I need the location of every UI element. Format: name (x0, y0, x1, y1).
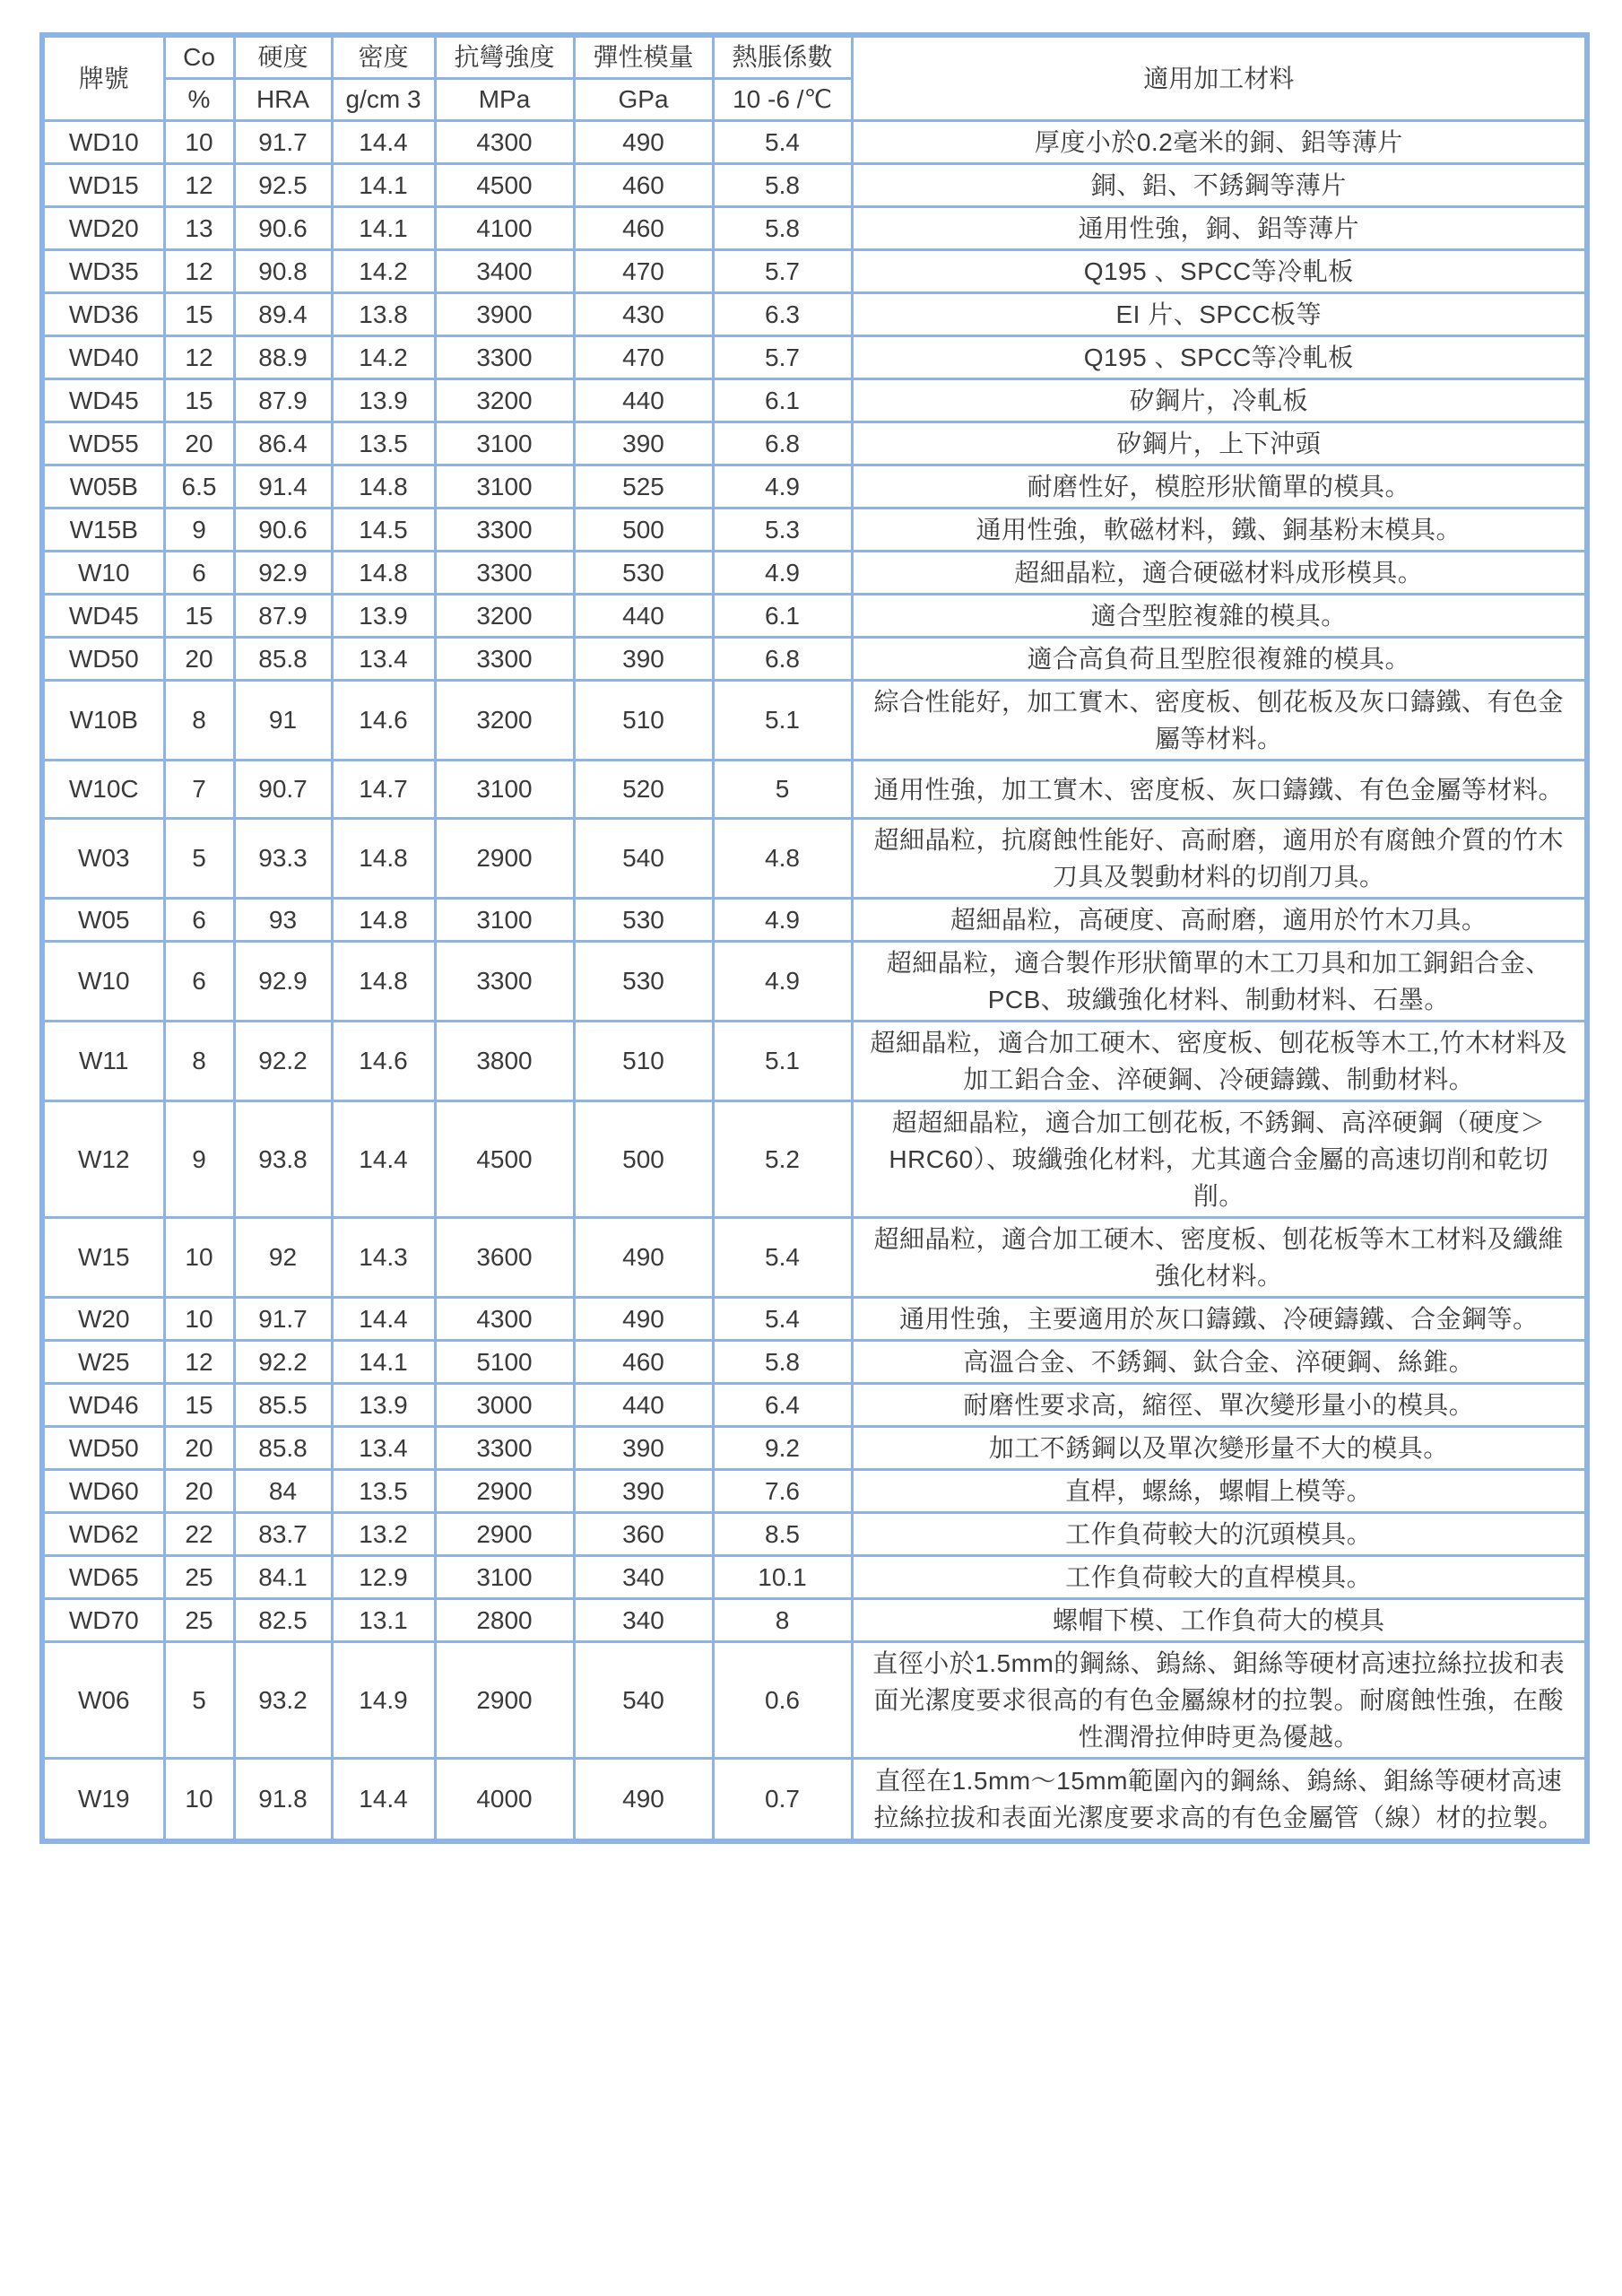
table-row (42, 899, 1587, 942)
cell-grade: WD50 (42, 638, 164, 681)
cell-co: 10 (164, 1759, 234, 1842)
cell-strength: 3300 (435, 552, 574, 595)
cell-strength: 3100 (435, 465, 574, 509)
cell-modulus: 525 (574, 465, 713, 509)
cell-grade: WD62 (42, 1513, 164, 1556)
cell-modulus: 390 (574, 422, 713, 465)
cell-expansion: 5.7 (713, 336, 852, 379)
cell-hardness: 93.2 (234, 1642, 332, 1759)
cell-co: 10 (164, 121, 234, 164)
cell-grade: W10B (42, 681, 164, 761)
cell-strength: 4000 (435, 1759, 574, 1842)
table-row (42, 1759, 1587, 1842)
header-hardness: 硬度 (234, 35, 332, 79)
cell-hardness: 92.5 (234, 164, 332, 207)
header-modulus: 彈性模量 (574, 35, 713, 79)
cell-hardness: 90.6 (234, 207, 332, 250)
cell-co: 6 (164, 552, 234, 595)
cell-density: 13.4 (332, 638, 435, 681)
cell-grade: WD10 (42, 121, 164, 164)
cell-expansion: 5.1 (713, 1022, 852, 1101)
table-row (42, 336, 1587, 379)
cell-strength: 3100 (435, 761, 574, 819)
cell-usage: 厚度小於0.2毫米的銅、鋁等薄片 (852, 121, 1587, 164)
table-row (42, 1642, 1587, 1759)
cell-hardness: 90.7 (234, 761, 332, 819)
cell-usage: Q195 、SPCC等冷軋板 (852, 336, 1587, 379)
cell-hardness: 91.7 (234, 1298, 332, 1341)
cell-expansion: 5.8 (713, 1341, 852, 1384)
cell-modulus: 470 (574, 336, 713, 379)
cell-density: 14.3 (332, 1218, 435, 1298)
cell-expansion: 6.3 (713, 293, 852, 336)
table-row (42, 819, 1587, 899)
cell-co: 6 (164, 899, 234, 942)
cell-expansion: 4.9 (713, 942, 852, 1022)
cell-usage: 超細晶粒，抗腐蝕性能好、高耐磨，適用於有腐蝕介質的竹木刀具及製動材料的切削刀具。 (852, 819, 1587, 899)
cell-hardness: 92.9 (234, 942, 332, 1022)
cell-strength: 3100 (435, 1556, 574, 1599)
cell-modulus: 360 (574, 1513, 713, 1556)
cell-grade: W12 (42, 1101, 164, 1218)
cell-density: 14.7 (332, 761, 435, 819)
cell-co: 22 (164, 1513, 234, 1556)
cell-usage: 矽鋼片，上下沖頭 (852, 422, 1587, 465)
cell-expansion: 5.4 (713, 121, 852, 164)
table-row (42, 1470, 1587, 1513)
cell-grade: W19 (42, 1759, 164, 1842)
cell-strength: 3000 (435, 1384, 574, 1427)
cell-strength: 4500 (435, 164, 574, 207)
cell-strength: 5100 (435, 1341, 574, 1384)
cell-grade: W10C (42, 761, 164, 819)
cell-density: 13.8 (332, 293, 435, 336)
table-row (42, 465, 1587, 509)
cell-expansion: 5.4 (713, 1218, 852, 1298)
cell-usage: 銅、鋁、不銹鋼等薄片 (852, 164, 1587, 207)
table-row (42, 1513, 1587, 1556)
header-strength: 抗彎強度 (435, 35, 574, 79)
cell-strength: 3300 (435, 509, 574, 552)
cell-expansion: 5.2 (713, 1101, 852, 1218)
cell-density: 14.8 (332, 942, 435, 1022)
cell-usage: 綜合性能好，加工實木、密度板、刨花板及灰口鑄鐵、有色金屬等材料。 (852, 681, 1587, 761)
cell-expansion: 0.7 (713, 1759, 852, 1842)
cell-density: 14.8 (332, 465, 435, 509)
cell-co: 5 (164, 1642, 234, 1759)
cell-co: 20 (164, 422, 234, 465)
cell-modulus: 530 (574, 899, 713, 942)
table-row (42, 1341, 1587, 1384)
cell-usage: 適合型腔複雜的模具。 (852, 595, 1587, 638)
cell-modulus: 390 (574, 1470, 713, 1513)
cell-co: 15 (164, 595, 234, 638)
table-row (42, 293, 1587, 336)
cell-strength: 4300 (435, 121, 574, 164)
cell-expansion: 5 (713, 761, 852, 819)
cell-expansion: 5.8 (713, 207, 852, 250)
cell-grade: W20 (42, 1298, 164, 1341)
cell-density: 14.2 (332, 336, 435, 379)
table-row (42, 1298, 1587, 1341)
table-row (42, 942, 1587, 1022)
cell-density: 13.4 (332, 1427, 435, 1470)
table-row (42, 1599, 1587, 1642)
cell-grade: W03 (42, 819, 164, 899)
cell-usage: 耐磨性要求高，縮徑、單次變形量小的模具。 (852, 1384, 1587, 1427)
cell-expansion: 7.6 (713, 1470, 852, 1513)
cell-density: 13.9 (332, 379, 435, 422)
cell-hardness: 87.9 (234, 595, 332, 638)
cell-grade: W10 (42, 942, 164, 1022)
cell-usage: EI 片、SPCC板等 (852, 293, 1587, 336)
table-row (42, 1427, 1587, 1470)
cell-modulus: 530 (574, 552, 713, 595)
cell-strength: 3200 (435, 379, 574, 422)
cell-density: 14.1 (332, 1341, 435, 1384)
unit-strength: MPa (435, 79, 574, 121)
cell-strength: 3300 (435, 1427, 574, 1470)
cell-co: 12 (164, 250, 234, 293)
cell-co: 12 (164, 164, 234, 207)
header-usage: 適用加工材料 (852, 35, 1587, 121)
cell-co: 13 (164, 207, 234, 250)
cell-density: 14.1 (332, 207, 435, 250)
cell-modulus: 500 (574, 509, 713, 552)
cell-strength: 3200 (435, 595, 574, 638)
cell-modulus: 440 (574, 1384, 713, 1427)
cell-usage: 通用性強，主要適用於灰口鑄鐵、冷硬鑄鐵、合金鋼等。 (852, 1298, 1587, 1341)
cell-strength: 2900 (435, 1642, 574, 1759)
cell-usage: 矽鋼片，冷軋板 (852, 379, 1587, 422)
cell-grade: WD50 (42, 1427, 164, 1470)
cell-co: 15 (164, 379, 234, 422)
cell-density: 12.9 (332, 1556, 435, 1599)
cell-density: 14.8 (332, 899, 435, 942)
cell-modulus: 540 (574, 1642, 713, 1759)
cell-co: 9 (164, 1101, 234, 1218)
cell-expansion: 4.9 (713, 465, 852, 509)
cell-strength: 3200 (435, 681, 574, 761)
cell-usage: 通用性強，銅、鋁等薄片 (852, 207, 1587, 250)
cell-density: 14.8 (332, 819, 435, 899)
table-row (42, 761, 1587, 819)
cell-expansion: 9.2 (713, 1427, 852, 1470)
cell-density: 14.6 (332, 1022, 435, 1101)
header-density: 密度 (332, 35, 435, 79)
cell-co: 6 (164, 942, 234, 1022)
unit-expansion: 10 -6 /℃ (713, 79, 852, 121)
cell-modulus: 440 (574, 379, 713, 422)
table-row (42, 509, 1587, 552)
cell-density: 14.8 (332, 552, 435, 595)
cell-strength: 3100 (435, 899, 574, 942)
cell-modulus: 490 (574, 1218, 713, 1298)
cell-density: 14.4 (332, 121, 435, 164)
cell-strength: 3800 (435, 1022, 574, 1101)
table-row (42, 164, 1587, 207)
cell-expansion: 6.8 (713, 638, 852, 681)
cell-modulus: 390 (574, 1427, 713, 1470)
cell-hardness: 89.4 (234, 293, 332, 336)
cell-strength: 3300 (435, 336, 574, 379)
cell-density: 13.9 (332, 595, 435, 638)
cell-grade: W10 (42, 552, 164, 595)
unit-hardness: HRA (234, 79, 332, 121)
cell-usage: 超細晶粒，適合硬磁材料成形模具。 (852, 552, 1587, 595)
cell-hardness: 83.7 (234, 1513, 332, 1556)
cell-strength: 3300 (435, 942, 574, 1022)
cell-modulus: 440 (574, 595, 713, 638)
cell-usage: 耐磨性好，模腔形狀簡單的模具。 (852, 465, 1587, 509)
cell-strength: 2900 (435, 1470, 574, 1513)
cell-usage: 工作負荷較大的沉頭模具。 (852, 1513, 1587, 1556)
cell-expansion: 4.8 (713, 819, 852, 899)
cell-hardness: 91.8 (234, 1759, 332, 1842)
cell-density: 14.4 (332, 1759, 435, 1842)
cell-density: 14.4 (332, 1298, 435, 1341)
cell-modulus: 520 (574, 761, 713, 819)
cell-modulus: 470 (574, 250, 713, 293)
cell-co: 5 (164, 819, 234, 899)
cell-hardness: 84.1 (234, 1556, 332, 1599)
cell-hardness: 82.5 (234, 1599, 332, 1642)
cell-expansion: 6.8 (713, 422, 852, 465)
cell-co: 15 (164, 293, 234, 336)
cell-grade: WD60 (42, 1470, 164, 1513)
unit-modulus: GPa (574, 79, 713, 121)
table-row (42, 379, 1587, 422)
cell-strength: 3400 (435, 250, 574, 293)
cell-co: 20 (164, 1470, 234, 1513)
cell-co: 7 (164, 761, 234, 819)
cell-density: 14.9 (332, 1642, 435, 1759)
cell-usage: 通用性強，加工實木、密度板、灰口鑄鐵、有色金屬等材料。 (852, 761, 1587, 819)
cell-modulus: 490 (574, 1759, 713, 1842)
cell-hardness: 91.7 (234, 121, 332, 164)
cell-usage: 超細晶粒，適合加工硬木、密度板、刨花板等木工材料及纖維強化材料。 (852, 1218, 1587, 1298)
cell-expansion: 8.5 (713, 1513, 852, 1556)
cell-co: 10 (164, 1298, 234, 1341)
header-expansion: 熱脹係數 (713, 35, 852, 79)
cell-modulus: 460 (574, 207, 713, 250)
cell-modulus: 490 (574, 121, 713, 164)
table-row (42, 1101, 1587, 1218)
cell-hardness: 92.9 (234, 552, 332, 595)
cell-expansion: 6.1 (713, 595, 852, 638)
cell-hardness: 85.8 (234, 638, 332, 681)
cell-hardness: 92.2 (234, 1341, 332, 1384)
cell-density: 13.5 (332, 1470, 435, 1513)
table-row (42, 595, 1587, 638)
cell-expansion: 5.8 (713, 164, 852, 207)
cell-grade: WD65 (42, 1556, 164, 1599)
table-row (42, 250, 1587, 293)
cell-co: 6.5 (164, 465, 234, 509)
cell-density: 14.6 (332, 681, 435, 761)
cell-co: 25 (164, 1599, 234, 1642)
cell-usage: 加工不銹鋼以及單次變形量不大的模具。 (852, 1427, 1587, 1470)
cell-strength: 4100 (435, 207, 574, 250)
unit-density: g/cm 3 (332, 79, 435, 121)
cell-hardness: 90.6 (234, 509, 332, 552)
cell-density: 14.2 (332, 250, 435, 293)
cell-usage: 高溫合金、不銹鋼、鈦合金、淬硬鋼、絲錐。 (852, 1341, 1587, 1384)
cell-expansion: 4.9 (713, 899, 852, 942)
cell-grade: WD35 (42, 250, 164, 293)
cell-grade: WD15 (42, 164, 164, 207)
table-row (42, 1556, 1587, 1599)
cell-hardness: 88.9 (234, 336, 332, 379)
cell-usage: 超細晶粒，高硬度、高耐磨，適用於竹木刀具。 (852, 899, 1587, 942)
table-row (42, 121, 1587, 164)
table-row (42, 207, 1587, 250)
cell-modulus: 490 (574, 1298, 713, 1341)
cell-grade: WD70 (42, 1599, 164, 1642)
cell-modulus: 510 (574, 681, 713, 761)
cell-strength: 3300 (435, 638, 574, 681)
cell-co: 8 (164, 681, 234, 761)
cell-hardness: 93.3 (234, 819, 332, 899)
cell-grade: WD46 (42, 1384, 164, 1427)
cell-co: 20 (164, 1427, 234, 1470)
cell-expansion: 4.9 (713, 552, 852, 595)
cell-modulus: 340 (574, 1599, 713, 1642)
cell-grade: WD45 (42, 595, 164, 638)
cell-modulus: 460 (574, 164, 713, 207)
cell-hardness: 84 (234, 1470, 332, 1513)
cell-density: 13.2 (332, 1513, 435, 1556)
cell-density: 14.4 (332, 1101, 435, 1218)
cell-expansion: 0.6 (713, 1642, 852, 1759)
cell-co: 8 (164, 1022, 234, 1101)
cell-modulus: 540 (574, 819, 713, 899)
cell-modulus: 460 (574, 1341, 713, 1384)
cell-co: 12 (164, 336, 234, 379)
cell-usage: 直徑在1.5mm～15mm範圍內的鋼絲、鎢絲、鉬絲等硬材高速拉絲拉拔和表面光潔度要求高的有色金屬管（線）材的拉製。 (852, 1759, 1587, 1842)
cell-usage: 工作負荷較大的直桿模具。 (852, 1556, 1587, 1599)
cell-co: 12 (164, 1341, 234, 1384)
cell-usage: 直桿，螺絲，螺帽上模等。 (852, 1470, 1587, 1513)
cell-grade: WD40 (42, 336, 164, 379)
table-row (42, 1022, 1587, 1101)
cell-usage: 直徑小於1.5mm的鋼絲、鎢絲、鉬絲等硬材高速拉絲拉拔和表面光潔度要求很高的有色金屬線材的拉製。耐腐蝕性強，在酸性潤滑拉伸時更為優越。 (852, 1642, 1587, 1759)
cell-strength: 2900 (435, 819, 574, 899)
alloy-grade-table (39, 32, 1590, 1844)
cell-density: 13.1 (332, 1599, 435, 1642)
cell-hardness: 87.9 (234, 379, 332, 422)
cell-strength: 2900 (435, 1513, 574, 1556)
cell-grade: W05 (42, 899, 164, 942)
cell-strength: 3900 (435, 293, 574, 336)
table-row (42, 681, 1587, 761)
cell-density: 13.5 (332, 422, 435, 465)
cell-hardness: 91.4 (234, 465, 332, 509)
cell-expansion: 6.1 (713, 379, 852, 422)
cell-density: 14.5 (332, 509, 435, 552)
cell-grade: W06 (42, 1642, 164, 1759)
cell-strength: 2800 (435, 1599, 574, 1642)
cell-strength: 3100 (435, 422, 574, 465)
table-row (42, 1218, 1587, 1298)
cell-usage: 通用性強，軟磁材料，鐵、銅基粉末模具。 (852, 509, 1587, 552)
table-row (42, 1384, 1587, 1427)
cell-modulus: 530 (574, 942, 713, 1022)
cell-hardness: 85.5 (234, 1384, 332, 1427)
cell-grade: WD55 (42, 422, 164, 465)
cell-expansion: 5.1 (713, 681, 852, 761)
cell-strength: 4300 (435, 1298, 574, 1341)
cell-strength: 4500 (435, 1101, 574, 1218)
cell-hardness: 92 (234, 1218, 332, 1298)
cell-usage: 超超細晶粒，適合加工刨花板, 不銹鋼、高淬硬鋼（硬度＞HRC60）、玻纖強化材料，尤其適合金屬的高速切削和乾切削。 (852, 1101, 1587, 1218)
cell-modulus: 390 (574, 638, 713, 681)
cell-modulus: 510 (574, 1022, 713, 1101)
cell-grade: W11 (42, 1022, 164, 1101)
cell-density: 13.9 (332, 1384, 435, 1427)
cell-expansion: 5.4 (713, 1298, 852, 1341)
header-row-1 (42, 35, 1587, 79)
cell-grade: W25 (42, 1341, 164, 1384)
cell-co: 15 (164, 1384, 234, 1427)
cell-strength: 3600 (435, 1218, 574, 1298)
cell-grade: WD45 (42, 379, 164, 422)
cell-hardness: 93 (234, 899, 332, 942)
cell-co: 25 (164, 1556, 234, 1599)
cell-modulus: 500 (574, 1101, 713, 1218)
table-row (42, 638, 1587, 681)
cell-hardness: 85.8 (234, 1427, 332, 1470)
cell-usage: 超細晶粒，適合加工硬木、密度板、刨花板等木工,竹木材料及加工鋁合金、淬硬鋼、冷硬鑄鐵、制動材料。 (852, 1022, 1587, 1101)
cell-grade: WD20 (42, 207, 164, 250)
cell-hardness: 86.4 (234, 422, 332, 465)
cell-grade: WD36 (42, 293, 164, 336)
cell-grade: W05B (42, 465, 164, 509)
cell-usage: Q195 、SPCC等冷軋板 (852, 250, 1587, 293)
cell-hardness: 91 (234, 681, 332, 761)
unit-co: % (164, 79, 234, 121)
cell-usage: 螺帽下模、工作負荷大的模具 (852, 1599, 1587, 1642)
cell-co: 10 (164, 1218, 234, 1298)
cell-modulus: 340 (574, 1556, 713, 1599)
cell-usage: 適合高負荷且型腔很複雜的模具。 (852, 638, 1587, 681)
cell-expansion: 10.1 (713, 1556, 852, 1599)
cell-expansion: 5.3 (713, 509, 852, 552)
cell-grade: W15 (42, 1218, 164, 1298)
cell-expansion: 8 (713, 1599, 852, 1642)
table-row (42, 422, 1587, 465)
cell-density: 14.1 (332, 164, 435, 207)
cell-modulus: 430 (574, 293, 713, 336)
cell-hardness: 93.8 (234, 1101, 332, 1218)
cell-hardness: 90.8 (234, 250, 332, 293)
cell-expansion: 6.4 (713, 1384, 852, 1427)
cell-grade: W15B (42, 509, 164, 552)
cell-co: 9 (164, 509, 234, 552)
header-grade: 牌號 (42, 35, 164, 121)
table-row (42, 552, 1587, 595)
cell-usage: 超細晶粒，適合製作形狀簡單的木工刀具和加工銅鋁合金、PCB、玻纖強化材料、制動材料、石墨。 (852, 942, 1587, 1022)
cell-co: 20 (164, 638, 234, 681)
header-co: Co (164, 35, 234, 79)
cell-hardness: 92.2 (234, 1022, 332, 1101)
cell-expansion: 5.7 (713, 250, 852, 293)
